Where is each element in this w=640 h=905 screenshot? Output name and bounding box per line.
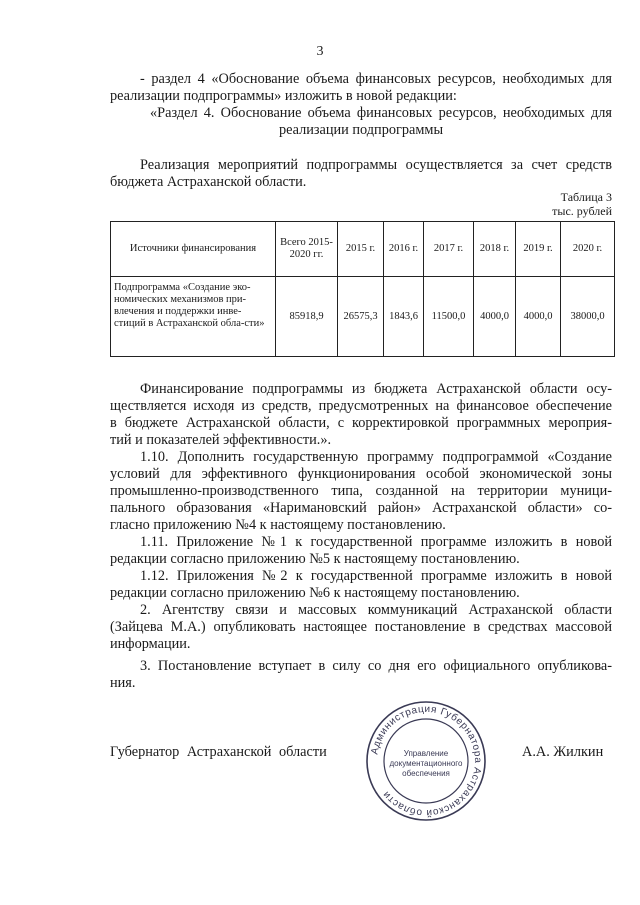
budget-para-line-4: тий и показателей эффективности.».	[110, 432, 332, 448]
table-header-cell: Всего 2015- 2020 гг.	[276, 222, 338, 277]
section-title-line-2: реализации подпрограммы	[278, 122, 444, 138]
page-number: 3	[316, 44, 324, 59]
table-header-cell: 2016 г.	[384, 222, 424, 277]
table-header-cell: 2015 г.	[338, 222, 384, 277]
table-caption: Таблица 3	[560, 190, 612, 204]
table-unit: тыс. рублей	[552, 204, 612, 218]
section-title-line-1: «Раздел 4. Обоснование объема финансовых ресурсов, необходимых для	[150, 105, 612, 121]
table-cell-value: 4000,0	[474, 277, 516, 357]
table-cell-value: 85918,9	[276, 277, 338, 357]
item-2-line-1: 2. Агентству связи и массовых коммуникаций Астраханской области	[140, 602, 612, 618]
table-header-cell: 2017 г.	[424, 222, 474, 277]
item-1-10-line-5: гласно приложению №4 к настоящему постановлению.	[110, 517, 446, 533]
table-cell-value: 11500,0	[424, 277, 474, 357]
stamp-center-line-3: обеспечения	[402, 769, 450, 778]
table-cell-value: 1843,6	[384, 277, 424, 357]
table-header-cell: 2020 г.	[561, 222, 615, 277]
budget-para-line-1: Финансирование подпрограммы из бюджета Астраханской области осу-	[140, 381, 612, 397]
item-3-line-2: ния.	[110, 675, 136, 691]
item-1-11-line-2: редакции согласно приложению №5 к настоящему постановлению.	[110, 551, 520, 567]
table-cell-value: 4000,0	[516, 277, 561, 357]
table-cell-value: 26575,3	[338, 277, 384, 357]
signature-name: А.А. Жилкин	[522, 744, 604, 760]
official-stamp	[365, 700, 487, 822]
table-header-cell: 2018 г.	[474, 222, 516, 277]
item-2-line-3: информации.	[110, 636, 191, 652]
item-3-line-1: 3. Постановление вступает в силу со дня его официального опубликова-	[140, 658, 612, 674]
intro-line-2: реализации подпрограммы» изложить в новой редакции:	[110, 88, 457, 104]
item-1-11-line-1: 1.11. Приложение №1 к государственной программе изложить в новой	[140, 534, 612, 550]
item-1-10-line-1: 1.10. Дополнить государственную программу подпрограммой «Создание	[140, 449, 612, 465]
funding-para-line-1: Реализация мероприятий подпрограммы осуществляется за счет средств	[140, 157, 612, 173]
budget-para-line-2: ществляется исходя из средств, предусмотренных на финансовое обеспечение	[110, 398, 612, 414]
table-header-row	[111, 222, 615, 277]
item-1-10-line-4: пального образования «Наримановский район» Астраханской области» со-	[110, 500, 612, 516]
intro-line-1: - раздел 4 «Обоснование объема финансовых ресурсов, необходимых для	[140, 71, 612, 87]
stamp-center-line-1: Управление	[403, 749, 449, 758]
funding-para-line-2: бюджета Астраханской области.	[110, 174, 307, 190]
item-1-12-line-1: 1.12. Приложения №2 к государственной программе изложить в новой	[140, 568, 612, 584]
budget-para-line-3: в бюджете Астраханской области, с корректировкой программных мероприя-	[110, 415, 612, 431]
stamp-ring-text: Администрация Губернатора Астраханской области	[369, 703, 484, 819]
item-2-line-2: (Зайцева М.А.) опубликовать настоящее постановление в средствах массовой	[110, 619, 612, 635]
financing-table	[110, 221, 615, 357]
stamp-center-line-2: документационного	[389, 759, 463, 768]
item-1-10-line-3: промышленно-производственного типа, созданной на территории муници-	[110, 483, 612, 499]
table-header-cell: 2019 г.	[516, 222, 561, 277]
item-1-12-line-2: редакции согласно приложению №6 к настоящему постановлению.	[110, 585, 520, 601]
table-row	[111, 277, 615, 357]
table-cell-value: 38000,0	[561, 277, 615, 357]
signature-position: Губернатор Астраханской области	[110, 744, 327, 760]
item-1-10-line-2: условий для эффективного функционирования особой экономической зоны	[110, 466, 612, 482]
table-cell-source: Подпрограмма «Создание эко-номических механизмов при-влечения и поддержки инве-стиций в Астраханской обла-сти»	[111, 277, 276, 357]
table-header-cell: Источники финансирования	[111, 222, 276, 277]
